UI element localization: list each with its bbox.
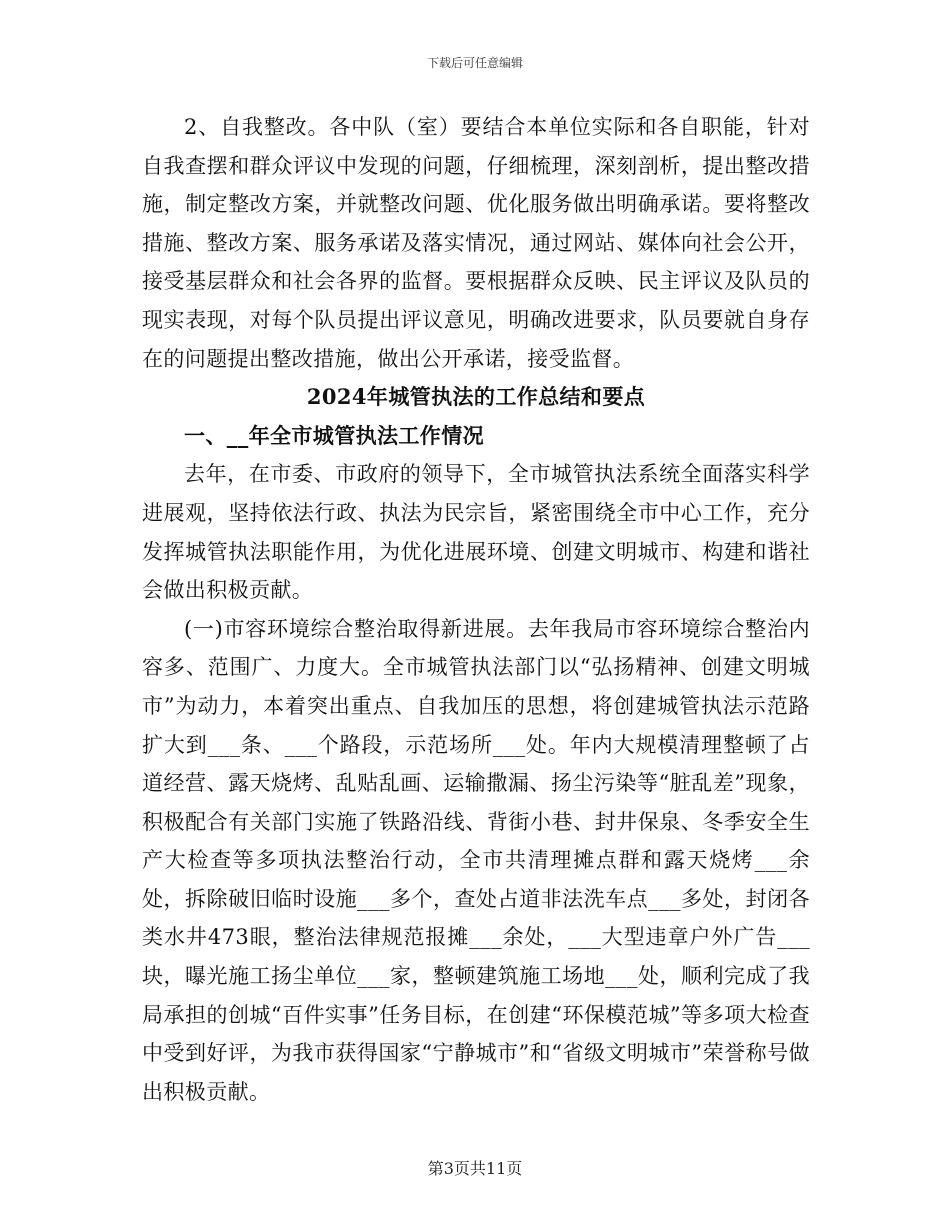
page-header-note: 下载后可任意编辑 — [426, 56, 523, 70]
page-number: 第3页共11页 — [427, 1159, 523, 1178]
paragraph-self-rectification: 2、自我整改。各中队（室）要结合本单位实际和各自职能，针对自我查摆和群众评议中发现的问题，仔细梳理，深刻剖析，提出整改措施，制定整改方案，并就整改问题、优化服务做出明确承诺。要将整改措施、整改方案、服务承诺及落实情况，通过网站、媒体向社会公开，接受基层群众和社会各界的监督。要根据群众反映、民主评议及队员的现实表现，对每个队员提出评议意见，明确改进要求，队员要就自身存在的问题提出整改措施，做出公开承诺，接受监督。 — [142, 115, 810, 371]
document-title: 2024年城管执法的工作总结和要点 — [306, 384, 646, 410]
paragraph-city-appearance: (一)市容环境综合整治取得新进展。去年我局市容环境综合整治内容多、范围广、力度大。全市城管执法部门以“弘扬精神、创建文明城市”为动力，本着突出重点、自我加压的思想，将创建城管执法示范路扩大到___条、___个路段，示范场所___处。年内大规模清理整顿了占道经营、露天烧烤、乱贴乱画、运输撒漏、扬尘污染等“脏乱差”现象，积极配合有关部门实施了铁路沿线、背街小巷、封井保泉、冬季安全生产大检查等多项执法整治行动，全市共清理摊点群和露天烧烤___余处，拆除破旧临时设施___多个，查处占道非法洗车点___多处，封闭各类水井473眼，整治法律规范报摊___余处，___大型违章户外广告___块，曝光施工扬尘单位___家，整顿建筑施工场地___处，顺利完成了我局承担的创城“百件实事”任务目标，在创建“环保模范城”等多项大检查中受到好评，为我市获得国家“宁静城市”和“省级文明城市”荣誉称号做出积极贡献。 — [142, 616, 810, 1104]
document-body — [142, 108, 810, 1111]
section-heading: 一、__年全市城管执法工作情况 — [184, 422, 484, 448]
paragraph-overview: 去年，在市委、市政府的领导下，全市城管执法系统全面落实科学进展观，坚持依法行政、执法为民宗旨，紧密围绕全市中心工作，充分发挥城管执法职能作用，为优化进展环境、创建文明城市、构建和谐社会做出积极贡献。 — [142, 462, 810, 603]
